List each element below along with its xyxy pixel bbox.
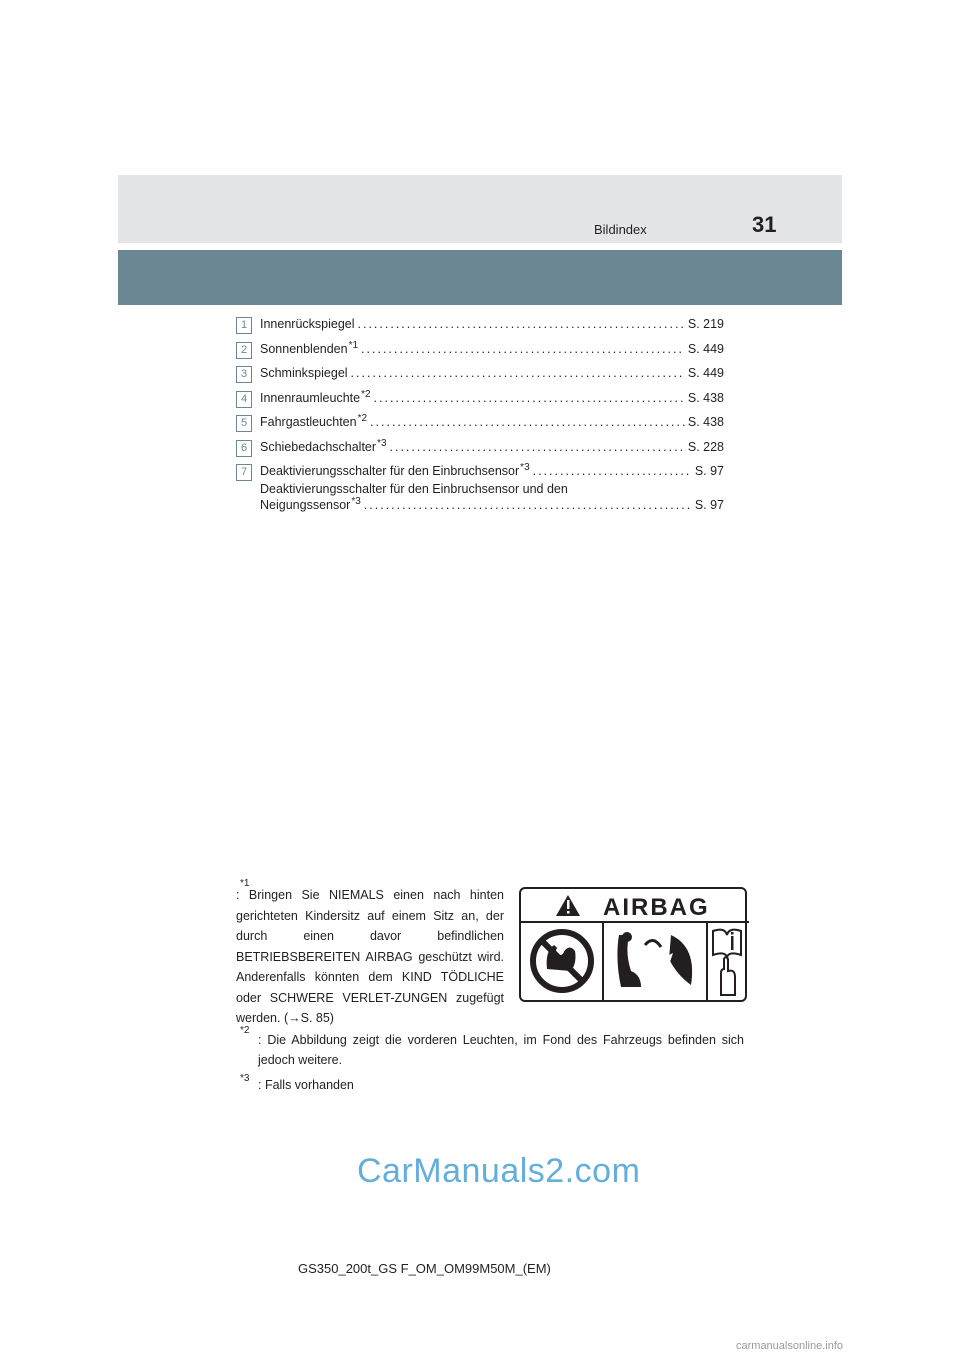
footnote-1-text: : Bringen Sie NIEMALS einen nach hinten gerichteten Kindersitz auf einem Sitz an, der durch einen davor befindlichen BETRIEBSBEREITEN AIRBAG geschützt wird. Anderenfalls könnten dem KIND TÖDLICHE oder SCHWERE VERLET-ZUNGEN zugefügt werden. (→S. 85) <box>236 888 504 1025</box>
page-reference-link[interactable]: S. 449 <box>687 341 724 356</box>
footnote-star: *2 <box>357 413 368 424</box>
item-label: Deaktivierungsschalter für den Einbruchsensor <box>260 464 520 478</box>
item-number-box: 3 <box>236 366 252 383</box>
item-number-box: 2 <box>236 342 252 359</box>
read-manual-icon <box>713 930 741 995</box>
leader-dots <box>364 497 692 513</box>
leader-dots <box>361 341 685 357</box>
footnote-star: *1 <box>348 339 359 351</box>
footnote-star: *3 <box>351 496 361 507</box>
item-number-box: 6 <box>236 440 252 457</box>
airbag-warning-label <box>519 887 747 1002</box>
item-number-box: 4 <box>236 391 252 408</box>
index-item <box>236 414 724 439</box>
airbag-label-graphic <box>521 889 749 1004</box>
seat-airbag-deploy-icon <box>617 932 692 987</box>
item-label: Neigungssensor <box>260 498 351 512</box>
page-number: 31 <box>752 212 777 237</box>
footnote-star: *3 <box>377 437 387 449</box>
picture-index-list <box>236 316 724 515</box>
item-label: Fahrgastleuchten <box>260 415 357 429</box>
header-band <box>118 175 842 243</box>
footnote-1-mark: *1 <box>240 878 250 889</box>
leader-dots <box>533 463 692 479</box>
header-section-title: Bildindex <box>594 222 647 237</box>
item-label: Schiebedachschalter <box>260 439 377 454</box>
carmanuals-watermark: CarManuals2.com <box>357 1152 641 1190</box>
index-item <box>236 365 724 390</box>
item-label: Schminkspiegel <box>260 366 348 380</box>
airbag-title: AIRBAG <box>603 894 710 921</box>
page-reference-link[interactable]: S. 228 <box>687 439 724 454</box>
footnote-2-mark: *2 <box>240 1025 250 1036</box>
item-number-box: 7 <box>236 464 252 481</box>
page-reference-link[interactable]: S. 219 <box>687 317 724 331</box>
title-band <box>118 250 842 305</box>
footer-document-code: GS350_200t_GS F_OM_OM99M50M_(EM) <box>298 1261 551 1276</box>
footnote-2-text: : Die Abbildung zeigt die vorderen Leuchten, im Fond des Fahrzeugs befinden sich jedoch weitere. <box>258 1033 744 1067</box>
page-reference-link[interactable]: S. 438 <box>687 415 724 429</box>
index-item <box>236 341 724 366</box>
footnote-star: *3 <box>520 462 530 473</box>
warning-triangle-icon <box>556 895 580 916</box>
leader-dots <box>374 390 685 406</box>
index-item <box>236 390 724 415</box>
footnote-star: *2 <box>361 388 371 400</box>
no-rear-facing-child-seat-icon <box>533 932 591 990</box>
page-reference-link[interactable]: S. 97 <box>694 464 724 478</box>
index-item <box>236 463 724 515</box>
page-reference-link[interactable]: S. 438 <box>687 390 724 405</box>
index-item <box>236 316 724 341</box>
leader-dots <box>351 365 685 381</box>
page-reference-link[interactable]: S. 97 <box>694 498 724 512</box>
item-sub-label: Deaktivierungsschalter für den Einbruchsensor und den <box>260 482 568 496</box>
index-item <box>236 439 724 464</box>
item-number-box: 5 <box>236 415 252 432</box>
item-number-box: 1 <box>236 317 252 334</box>
item-label: Sonnenblenden <box>260 341 348 356</box>
leader-dots <box>358 316 685 332</box>
footnote-3-text: : Falls vorhanden <box>258 1078 354 1092</box>
page-reference-link[interactable]: S. 449 <box>687 366 724 380</box>
leader-dots <box>390 439 685 455</box>
item-label: Innenraumleuchte <box>260 390 361 405</box>
footnote-3-mark: *3 <box>240 1073 250 1084</box>
item-label: Innenrückspiegel <box>260 317 355 331</box>
site-watermark: carmanualsonline.info <box>736 1340 844 1352</box>
leader-dots <box>370 414 685 430</box>
